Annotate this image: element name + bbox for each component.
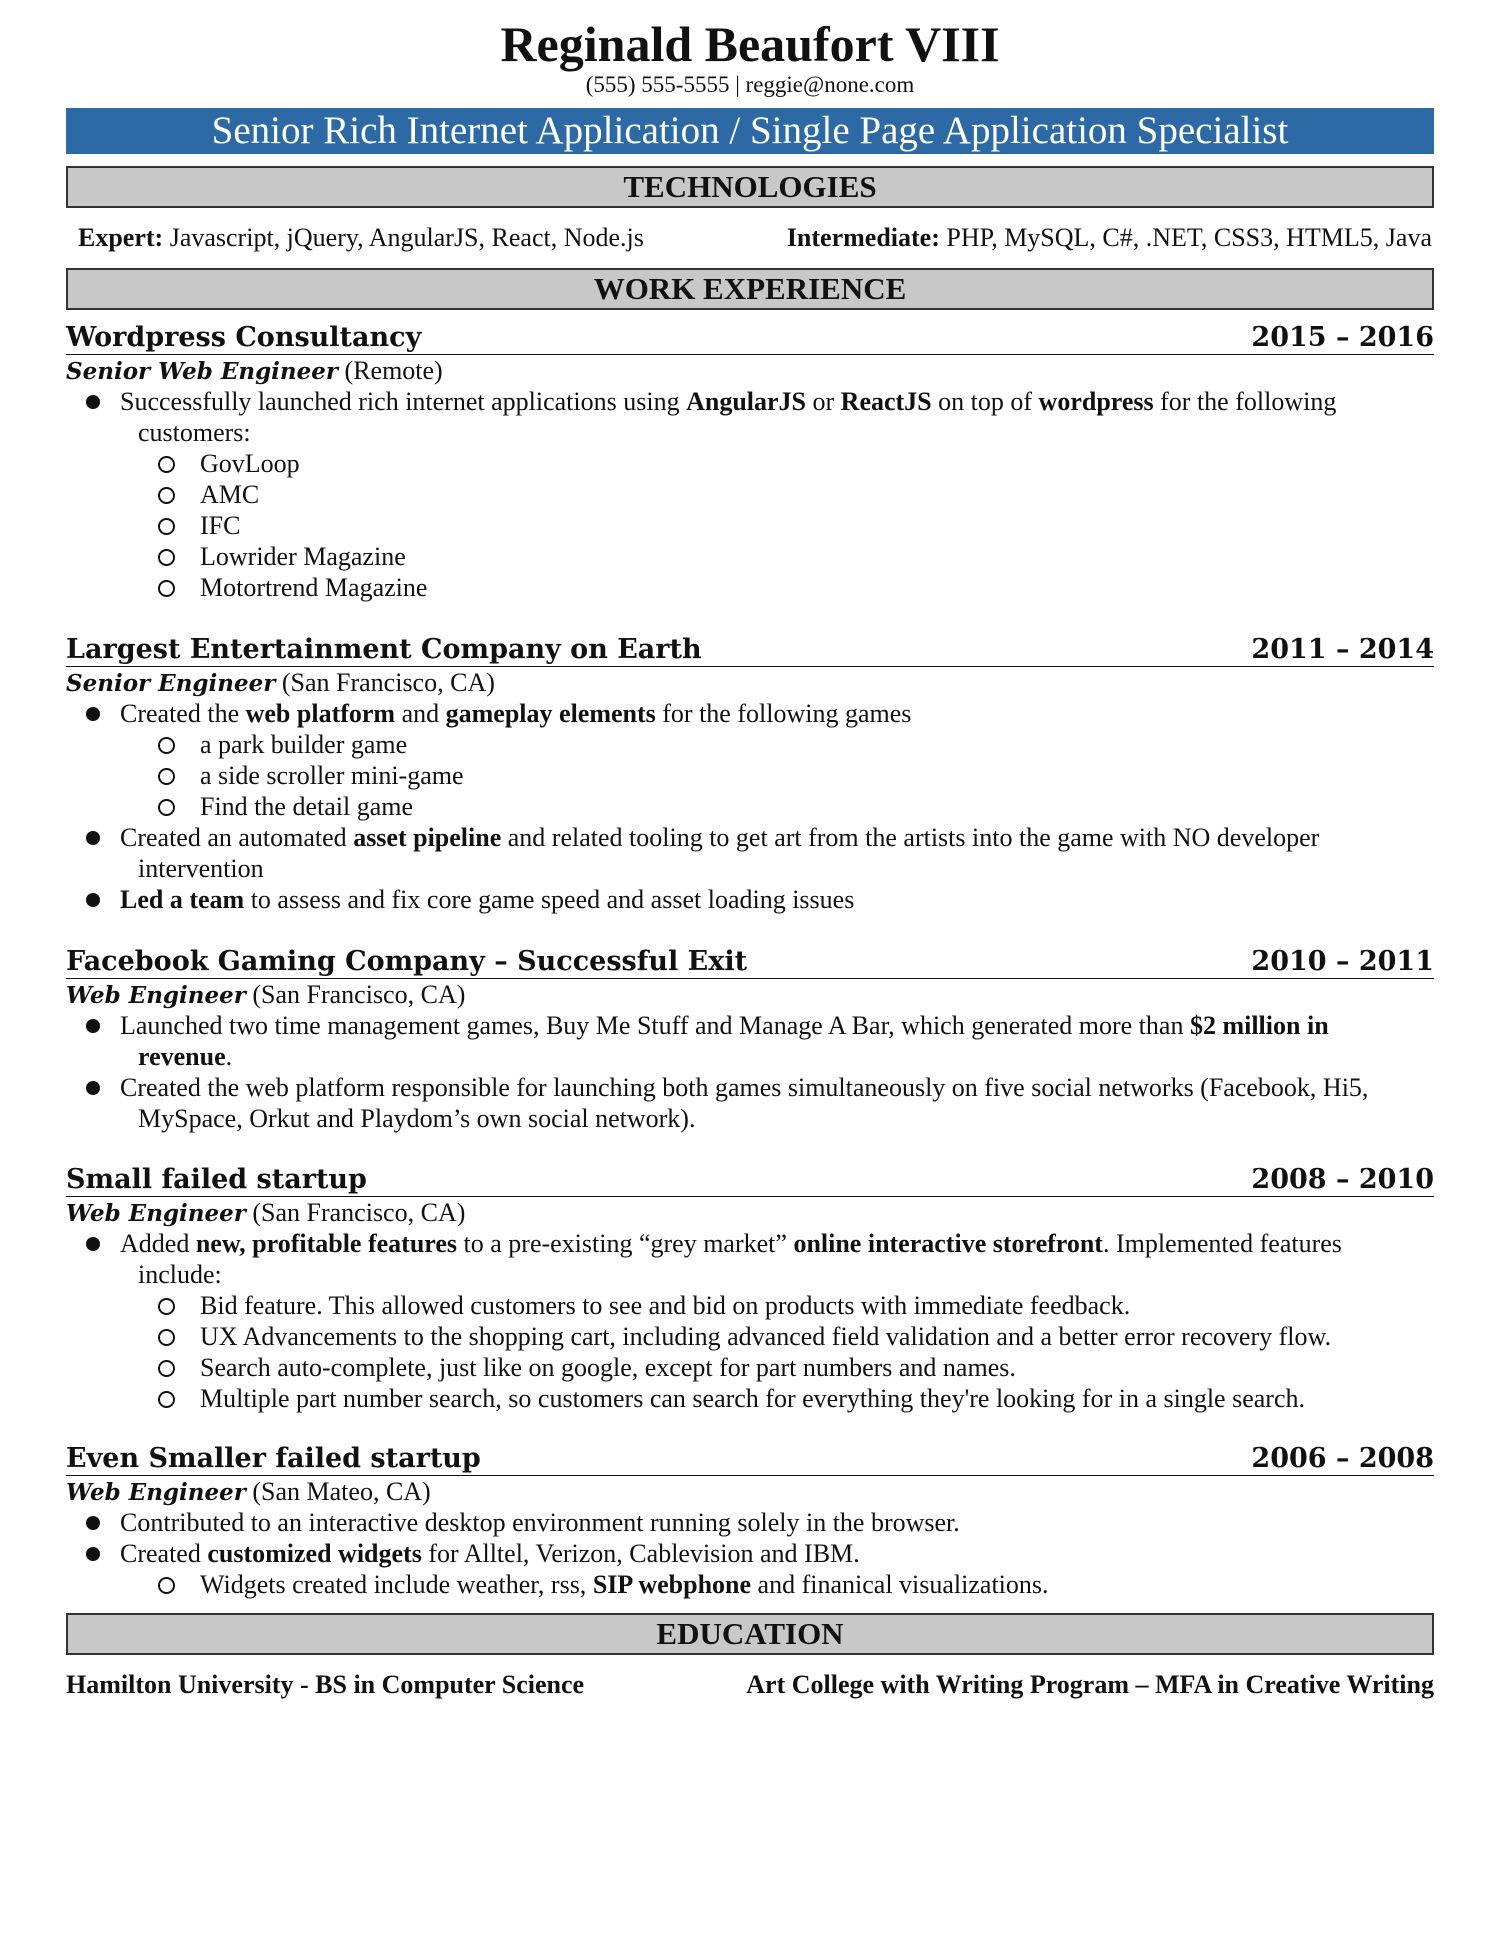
job-location: (San Mateo, CA) <box>252 1477 431 1506</box>
bullet-keyword: asset pipeline <box>353 823 502 852</box>
bullet-text: Created the web platform responsible for launching both games simultaneously on five social networks (Facebook, Hi5, <box>120 1073 1369 1102</box>
circle-bullet-icon <box>158 456 175 473</box>
bullet-keyword: customized widgets <box>207 1539 422 1568</box>
education-degree-bs: Hamilton University - BS in Computer Science <box>66 1670 585 1699</box>
sub-bullet-text: a park builder game <box>200 730 408 759</box>
candidate-name: Reginald Beaufort VIII <box>500 16 1000 72</box>
bullet-item <box>66 698 1434 729</box>
sub-bullet-text: Lowrider Magazine <box>200 542 406 571</box>
bullet-keyword: ReactJS <box>840 387 932 416</box>
circle-bullet-icon <box>158 580 175 597</box>
bullet-text: Created <box>120 1539 208 1568</box>
job-header <box>66 634 1434 667</box>
sub-bullet-item <box>66 1321 1331 1352</box>
intermediate-list: PHP, MySQL, C#, .NET, CSS3, HTML5, Java <box>946 223 1432 252</box>
sub-bullet-keyword: SIP webphone <box>592 1570 752 1599</box>
bullet-text: . <box>225 1042 233 1071</box>
sub-bullet-item <box>66 510 240 541</box>
sub-bullet-item <box>66 1352 1016 1383</box>
bullet-keyword: web platform <box>245 699 396 728</box>
bullet-keyword: online interactive storefront <box>793 1229 1103 1258</box>
job-dates: 2010 – 2011 <box>1251 946 1434 977</box>
bullet-icon <box>86 1237 100 1251</box>
company-name: Wordpress Consultancy <box>66 322 422 353</box>
sub-bullet-text: IFC <box>200 511 241 540</box>
bullet-text: or <box>806 387 841 416</box>
job-location: (San Francisco, CA) <box>281 668 495 697</box>
circle-bullet-icon <box>158 1391 175 1408</box>
bullet-item <box>66 822 1434 884</box>
sub-bullet-text: Motortrend Magazine <box>200 573 428 602</box>
bullet-item <box>66 1507 1434 1538</box>
sub-bullet-text <box>200 1570 1049 1599</box>
bullet-keyword: $2 million in <box>1189 1011 1329 1040</box>
job-title: Web Engineer <box>66 982 246 1009</box>
sub-bullet-item <box>66 729 407 760</box>
circle-bullet-icon <box>158 1360 175 1377</box>
circle-bullet-icon <box>158 518 175 535</box>
education-degree-mfa: Art College with Writing Program – MFA in Creative Writing <box>746 1670 1434 1699</box>
sub-bullet-item <box>66 1290 1130 1321</box>
bullet-text: for the following games <box>655 699 912 728</box>
sub-bullet-text: Find the detail game <box>200 792 414 821</box>
bullet-text: and <box>395 699 446 728</box>
bullet-item <box>66 386 1434 448</box>
bullet-text: . Implemented features <box>1102 1229 1342 1258</box>
bullet-text: Created the <box>120 699 246 728</box>
sub-bullet-text: a side scroller mini-game <box>200 761 464 790</box>
bullet-text: for Alltel, Verizon, Cablevision and IBM. <box>421 1539 860 1568</box>
sub-bullet-text: Multiple part number search, so customers can search for everything they're looking for in a single search. <box>200 1384 1305 1413</box>
sub-bullet-item <box>66 1383 1305 1414</box>
job-dates: 2015 – 2016 <box>1251 322 1434 353</box>
sub-bullet-item <box>66 448 300 479</box>
bullet-text: Successfully launched rich internet applications using <box>120 387 687 416</box>
circle-bullet-icon <box>158 1329 175 1346</box>
job-role <box>66 1476 431 1508</box>
job-header <box>66 946 1434 979</box>
job-title: Web Engineer <box>66 1479 246 1506</box>
bullet-text: for the following <box>1153 387 1337 416</box>
job-title: Senior Web Engineer <box>66 358 339 385</box>
company-name: Small failed startup <box>66 1164 367 1195</box>
job-role <box>66 667 495 699</box>
sub-bullet-item <box>66 541 406 572</box>
bullet-icon <box>86 1516 100 1530</box>
bullet-text: intervention <box>138 854 264 883</box>
section-header-education: EDUCATION <box>66 1613 1434 1655</box>
job-title: Web Engineer <box>66 1200 246 1227</box>
intermediate-skills <box>787 222 1434 253</box>
job-role <box>66 1197 465 1229</box>
bullet-text: Added <box>120 1229 196 1258</box>
expert-list: Javascript, jQuery, AngularJS, React, Node.js <box>169 223 644 252</box>
sub-bullet-item <box>66 479 259 510</box>
job-dates: 2006 – 2008 <box>1251 1443 1434 1474</box>
job-title: Senior Engineer <box>66 670 276 697</box>
bullet-text: include: <box>138 1260 222 1289</box>
bullet-text: to assess and fix core game speed and asset loading issues <box>244 885 855 914</box>
bullet-text: Contributed to an interactive desktop environment running solely in the browser. <box>120 1508 960 1537</box>
sub-bullet-text-part: and finanical visualizations. <box>751 1570 1049 1599</box>
bullet-icon <box>86 1081 100 1095</box>
sub-bullet-item <box>66 572 427 603</box>
bullet-icon <box>86 893 100 907</box>
bullet-icon <box>86 707 100 721</box>
circle-bullet-icon <box>158 549 175 566</box>
bullet-text: customers: <box>138 418 251 447</box>
sub-bullet-text: Bid feature. This allowed customers to see and bid on products with immediate feedback. <box>200 1291 1131 1320</box>
sub-bullet-text: AMC <box>200 480 260 509</box>
company-name: Largest Entertainment Company on Earth <box>66 634 702 665</box>
section-header-technologies: TECHNOLOGIES <box>66 166 1434 208</box>
circle-bullet-icon <box>158 1577 175 1594</box>
intermediate-label: Intermediate: <box>786 223 940 252</box>
bullet-icon <box>86 1019 100 1033</box>
bullet-keyword: revenue <box>138 1042 226 1071</box>
circle-bullet-icon <box>158 1298 175 1315</box>
bullet-keyword: gameplay elements <box>445 699 656 728</box>
bullet-item <box>66 1228 1434 1290</box>
sub-bullet-text: Search auto-complete, just like on google, except for part numbers and names. <box>200 1353 1016 1382</box>
bullet-icon <box>86 831 100 845</box>
job-location: (Remote) <box>344 356 443 385</box>
job-location: (San Francisco, CA) <box>252 1198 466 1227</box>
job-role <box>66 979 465 1011</box>
job-header <box>66 322 1434 355</box>
job-location: (San Francisco, CA) <box>252 980 466 1009</box>
sub-bullet-text-part: Widgets created include weather, rss, <box>200 1570 593 1599</box>
company-name: Even Smaller failed startup <box>66 1443 481 1474</box>
expert-skills <box>66 222 644 253</box>
sub-bullet-item <box>66 1569 1049 1600</box>
bullet-keyword: new, profitable features <box>195 1229 458 1258</box>
bullet-keyword: wordpress <box>1038 387 1154 416</box>
section-header-work-experience: WORK EXPERIENCE <box>66 268 1434 310</box>
sub-bullet-text: UX Advancements to the shopping cart, including advanced field validation and a better error recovery flow. <box>200 1322 1332 1351</box>
sub-bullet-item <box>66 760 464 791</box>
bullet-item <box>66 884 1434 915</box>
technologies-row <box>66 222 1434 253</box>
bullet-keyword: Led a team <box>120 885 245 914</box>
bullet-text: Launched two time management games, Buy Me Stuff and Manage A Bar, which generated more than <box>120 1011 1190 1040</box>
job-header <box>66 1443 1434 1476</box>
bullet-icon <box>86 395 100 409</box>
bullet-icon <box>86 1547 100 1561</box>
job-dates: 2011 – 2014 <box>1251 634 1434 665</box>
bullet-text: and related tooling to get art from the artists into the game with NO developer <box>501 823 1320 852</box>
job-header <box>66 1164 1434 1197</box>
education-row <box>66 1669 1434 1700</box>
sub-bullet-item <box>66 791 413 822</box>
headline-banner: Senior Rich Internet Application / Single Page Application Specialist <box>66 108 1434 154</box>
circle-bullet-icon <box>158 487 175 504</box>
contact-info: (555) 555-5555 | reggie@none.com <box>585 72 915 97</box>
bullet-item <box>66 1010 1434 1072</box>
job-role <box>66 355 443 387</box>
bullet-text: to a pre-existing “grey market” <box>457 1229 794 1258</box>
circle-bullet-icon <box>158 799 175 816</box>
sub-bullet-text: GovLoop <box>200 449 300 478</box>
bullet-item <box>66 1072 1434 1134</box>
circle-bullet-icon <box>158 737 175 754</box>
bullet-text: MySpace, Orkut and Playdom’s own social network). <box>138 1104 696 1133</box>
job-dates: 2008 – 2010 <box>1251 1164 1434 1195</box>
bullet-text: Created an automated <box>120 823 354 852</box>
expert-label: Expert: <box>78 223 164 252</box>
bullet-keyword: AngularJS <box>686 387 806 416</box>
circle-bullet-icon <box>158 768 175 785</box>
bullet-item <box>66 1538 1434 1569</box>
company-name: Facebook Gaming Company – Successful Exit <box>66 946 748 977</box>
bullet-text: on top of <box>931 387 1039 416</box>
